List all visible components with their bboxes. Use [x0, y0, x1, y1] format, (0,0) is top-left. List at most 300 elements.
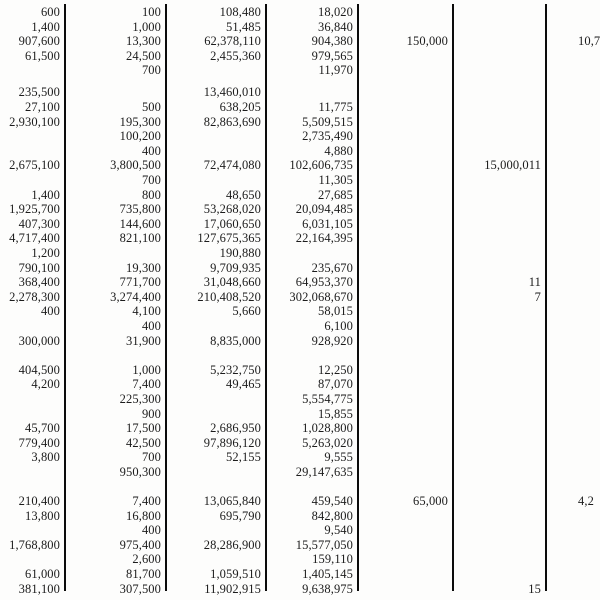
- table-cell: 2,930,100: [9, 114, 60, 129]
- table-cell: 1,768,800: [9, 537, 60, 552]
- table-cell: 102,606,735: [289, 158, 353, 173]
- table-cell: 779,400: [18, 435, 60, 450]
- table-cell: 195,300: [119, 114, 161, 129]
- table-cell: [545, 392, 600, 407]
- table-cell: [0, 407, 64, 422]
- table-cell: [545, 20, 600, 35]
- table-cell: [452, 377, 545, 392]
- table-cell: 150,000: [406, 34, 448, 49]
- table-cell: 700: [141, 450, 161, 465]
- table-cell: 9,540: [324, 523, 353, 538]
- table-cell: 4,717,400: [9, 231, 60, 246]
- table-cell: [545, 129, 600, 144]
- table-row: [0, 552, 600, 567]
- table-row: [0, 231, 600, 246]
- table-cell: [357, 436, 452, 451]
- table-row: [0, 363, 600, 378]
- table-cell: [357, 465, 452, 480]
- table-cell: [0, 129, 64, 144]
- table-cell: 13,460,010: [203, 85, 261, 100]
- table-cell: 381,100: [18, 581, 60, 596]
- table-cell: 8,835,000: [210, 333, 261, 348]
- table-cell: 368,400: [18, 275, 60, 290]
- table-cell: 842,800: [311, 508, 353, 523]
- table-cell: [545, 450, 600, 465]
- table-cell: [64, 85, 165, 100]
- table-cell: 400: [141, 143, 161, 158]
- table-cell: [357, 115, 452, 130]
- table-cell: 87,070: [318, 377, 353, 392]
- table-cell: [452, 144, 545, 159]
- table-row: [0, 34, 600, 49]
- table-row: [0, 188, 600, 203]
- table-cell: 210,408,520: [197, 289, 261, 304]
- table-cell: 307,500: [119, 581, 161, 596]
- table-row: [0, 319, 600, 334]
- table-row: [0, 523, 600, 538]
- table-cell: [357, 407, 452, 422]
- table-cell: [357, 304, 452, 319]
- table-cell: 4,200: [31, 377, 60, 392]
- table-row: [0, 436, 600, 451]
- table-cell: 2,735,490: [302, 129, 353, 144]
- table-cell: [545, 538, 600, 553]
- table-row: [0, 509, 600, 524]
- table-cell: 127,675,365: [197, 231, 261, 246]
- table-cell: 400: [40, 304, 60, 319]
- table-cell: [545, 85, 600, 100]
- table-cell: 61,500: [25, 48, 60, 63]
- table-cell: [452, 363, 545, 378]
- table-cell: [165, 173, 265, 188]
- table-cell: [357, 144, 452, 159]
- table-cell: 800: [141, 187, 161, 202]
- table-cell: [452, 173, 545, 188]
- table-cell: [0, 144, 64, 159]
- table-cell: [0, 319, 64, 334]
- table-cell: 400: [141, 523, 161, 538]
- table-cell: [357, 173, 452, 188]
- table-cell: [357, 567, 452, 582]
- table-cell: [545, 49, 600, 64]
- table-cell: [545, 304, 600, 319]
- table-cell: [452, 202, 545, 217]
- table-cell: [452, 34, 545, 49]
- table-cell: 15: [528, 581, 541, 596]
- table-cell: 81,700: [126, 567, 161, 582]
- table-cell: 459,540: [311, 494, 353, 509]
- table-cell: 2,600: [132, 552, 161, 567]
- table-cell: 1,000: [132, 19, 161, 34]
- table-cell: 58,015: [318, 304, 353, 319]
- table-cell: [357, 20, 452, 35]
- table-cell: [452, 334, 545, 349]
- table-cell: [452, 436, 545, 451]
- table-cell: [452, 421, 545, 436]
- row-spacer: [0, 348, 600, 363]
- table-cell: [0, 523, 64, 538]
- table-cell: [452, 20, 545, 35]
- table-cell: [357, 63, 452, 78]
- table-row: [0, 144, 600, 159]
- table-cell: [545, 377, 600, 392]
- table-cell: [545, 436, 600, 451]
- table-cell: [165, 392, 265, 407]
- table-cell: [357, 85, 452, 100]
- table-cell: [545, 115, 600, 130]
- table-cell: [452, 523, 545, 538]
- table-cell: [452, 392, 545, 407]
- table-row: [0, 261, 600, 276]
- table-row: [0, 85, 600, 100]
- table-cell: 31,048,660: [203, 275, 261, 290]
- table-cell: 108,480: [219, 5, 261, 19]
- table-cell: [357, 319, 452, 334]
- table-cell: [0, 465, 64, 480]
- table-cell: 300,000: [18, 333, 60, 348]
- table-cell: 144,600: [119, 216, 161, 231]
- table-cell: [357, 261, 452, 276]
- table-cell: [545, 100, 600, 115]
- table-row: [0, 465, 600, 480]
- table-cell: 3,274,400: [110, 289, 161, 304]
- table-cell: 45,700: [25, 421, 60, 436]
- table-cell: [452, 217, 545, 232]
- table-cell: 19,300: [126, 260, 161, 275]
- table-row: [0, 450, 600, 465]
- table-cell: [357, 582, 452, 597]
- table-cell: [452, 85, 545, 100]
- table-cell: 53,268,020: [203, 202, 261, 217]
- table-cell: 6,031,105: [302, 216, 353, 231]
- table-cell: [452, 49, 545, 64]
- table-cell: 4,100: [132, 304, 161, 319]
- table-row: [0, 582, 600, 597]
- table-cell: 11,970: [318, 63, 353, 78]
- table-cell: [545, 173, 600, 188]
- table-cell: 22,164,395: [295, 231, 353, 246]
- table-cell: [452, 231, 545, 246]
- table-cell: 2,278,300: [9, 289, 60, 304]
- table-cell: [545, 5, 600, 20]
- table-cell: [357, 334, 452, 349]
- table-cell: 15,855: [318, 406, 353, 421]
- table-cell: [357, 231, 452, 246]
- table-cell: [165, 552, 265, 567]
- table-cell: [265, 246, 357, 261]
- table-cell: 100: [141, 5, 161, 19]
- table-cell: 404,500: [18, 362, 60, 377]
- table-cell: [452, 509, 545, 524]
- numeric-table: [0, 5, 600, 596]
- table-cell: [0, 392, 64, 407]
- table-cell: 9,709,935: [210, 260, 261, 275]
- table-cell: 975,400: [119, 537, 161, 552]
- table-cell: 24,500: [126, 48, 161, 63]
- table-cell: 638,205: [219, 100, 261, 115]
- table-cell: 100,200: [119, 129, 161, 144]
- table-cell: 12,250: [318, 362, 353, 377]
- table-cell: 17,500: [126, 421, 161, 436]
- table-cell: 18,020: [318, 5, 353, 19]
- table-cell: [545, 261, 600, 276]
- table-row: [0, 246, 600, 261]
- table-cell: 771,700: [119, 275, 161, 290]
- table-row: [0, 217, 600, 232]
- table-cell: [357, 275, 452, 290]
- table-cell: [357, 49, 452, 64]
- table-cell: 2,675,100: [9, 158, 60, 173]
- table-cell: 1,028,800: [302, 421, 353, 436]
- table-cell: 13,300: [126, 34, 161, 49]
- table-cell: 72,474,080: [203, 158, 261, 173]
- table-cell: 5,232,750: [210, 362, 261, 377]
- table-cell: 3,800: [31, 450, 60, 465]
- table-cell: 500: [141, 100, 161, 115]
- table-cell: 11,902,915: [204, 581, 261, 596]
- table-cell: 210,400: [18, 494, 60, 509]
- table-row: [0, 173, 600, 188]
- table-cell: 97,896,120: [203, 435, 261, 450]
- table-row: [0, 20, 600, 35]
- table-cell: [357, 246, 452, 261]
- table-cell: [452, 246, 545, 261]
- table-cell: [545, 363, 600, 378]
- table-cell: 10,7: [578, 34, 600, 49]
- table-cell: 42,500: [126, 435, 161, 450]
- table-cell: 7,400: [132, 494, 161, 509]
- table-cell: [452, 494, 545, 509]
- table-row: [0, 49, 600, 64]
- table-cell: [545, 523, 600, 538]
- table-cell: [545, 275, 600, 290]
- table-cell: 790,100: [18, 260, 60, 275]
- table-cell: [545, 63, 600, 78]
- table-row: [0, 158, 600, 173]
- table-cell: 7,400: [132, 377, 161, 392]
- table-row: [0, 304, 600, 319]
- table-cell: [357, 421, 452, 436]
- table-cell: 11,775: [318, 100, 353, 115]
- table-cell: [452, 63, 545, 78]
- table-cell: [357, 129, 452, 144]
- table-row: [0, 377, 600, 392]
- table-cell: [545, 465, 600, 480]
- table-cell: [545, 509, 600, 524]
- table-cell: 235,670: [311, 260, 353, 275]
- table-cell: [452, 552, 545, 567]
- table-cell: [545, 421, 600, 436]
- table-cell: 928,920: [311, 333, 353, 348]
- table-cell: 904,380: [311, 34, 353, 49]
- table-cell: 13,065,840: [203, 494, 261, 509]
- table-cell: [545, 319, 600, 334]
- table-cell: [545, 567, 600, 582]
- table-cell: [165, 319, 265, 334]
- table-row: [0, 275, 600, 290]
- table-row: [0, 5, 600, 20]
- table-cell: [452, 450, 545, 465]
- table-cell: 821,100: [119, 231, 161, 246]
- table-cell: [357, 217, 452, 232]
- table-cell: [357, 523, 452, 538]
- table-cell: 1,200: [31, 246, 60, 260]
- table-cell: [357, 100, 452, 115]
- table-cell: [64, 246, 165, 261]
- table-cell: [452, 129, 545, 144]
- table-cell: 7: [534, 289, 541, 304]
- table-cell: 20,094,485: [295, 202, 353, 217]
- table-cell: [357, 509, 452, 524]
- table-row: [0, 100, 600, 115]
- table-cell: 950,300: [119, 464, 161, 479]
- table-cell: [0, 173, 64, 188]
- table-cell: 28,286,900: [203, 537, 261, 552]
- table-cell: 190,880: [219, 246, 261, 260]
- table-cell: 5,509,515: [302, 114, 353, 129]
- table-cell: 82,863,690: [203, 114, 261, 129]
- table-cell: 700: [141, 173, 161, 188]
- table-cell: [452, 188, 545, 203]
- table-cell: [165, 523, 265, 538]
- table-cell: [545, 158, 600, 173]
- table-cell: 159,110: [312, 552, 353, 567]
- table-cell: 700: [141, 63, 161, 78]
- table-row: [0, 494, 600, 509]
- table-cell: 9,638,975: [302, 581, 353, 596]
- table-cell: [452, 100, 545, 115]
- table-cell: 735,800: [119, 202, 161, 217]
- table-cell: [452, 261, 545, 276]
- table-cell: [452, 465, 545, 480]
- table-cell: [545, 246, 600, 261]
- table-cell: [545, 552, 600, 567]
- table-cell: [452, 5, 545, 20]
- table-cell: 9,555: [324, 450, 353, 465]
- table-cell: 61,000: [25, 567, 60, 582]
- table-cell: [357, 377, 452, 392]
- table-cell: [165, 407, 265, 422]
- table-cell: [545, 582, 600, 597]
- table-row: [0, 115, 600, 130]
- table-cell: 49,465: [226, 377, 261, 392]
- table-cell: [545, 217, 600, 232]
- table-cell: [545, 144, 600, 159]
- table-cell: 695,790: [219, 508, 261, 523]
- table-cell: 15,577,050: [295, 537, 353, 552]
- table-cell: [357, 5, 452, 20]
- table-cell: [452, 567, 545, 582]
- table-cell: 225,300: [119, 391, 161, 406]
- table-cell: 1,925,700: [9, 202, 60, 217]
- table-cell: 407,300: [18, 216, 60, 231]
- table-cell: 5,660: [232, 304, 261, 319]
- table-cell: 979,565: [311, 48, 353, 63]
- table-cell: [545, 188, 600, 203]
- table-cell: 1,400: [31, 19, 60, 34]
- table-cell: 1,405,145: [302, 567, 353, 582]
- table-cell: 29,147,635: [295, 464, 353, 479]
- table-row: [0, 290, 600, 305]
- table-cell: 11: [528, 275, 541, 290]
- table-cell: [165, 144, 265, 159]
- table-cell: 5,554,775: [302, 391, 353, 406]
- table-cell: 51,485: [226, 19, 261, 34]
- table-row: [0, 538, 600, 553]
- row-spacer: [0, 480, 600, 495]
- table-cell: [357, 363, 452, 378]
- table-row: [0, 334, 600, 349]
- table-cell: 48,650: [226, 187, 261, 202]
- table-cell: 17,060,650: [203, 216, 261, 231]
- table-cell: 64,953,370: [295, 275, 353, 290]
- table-cell: [165, 63, 265, 78]
- table-cell: [452, 115, 545, 130]
- table-cell: [357, 450, 452, 465]
- table-cell: [357, 552, 452, 567]
- table-cell: [545, 290, 600, 305]
- table-cell: 1,400: [31, 187, 60, 202]
- table-cell: [545, 231, 600, 246]
- table-cell: [165, 465, 265, 480]
- table-cell: 36,840: [318, 19, 353, 34]
- table-cell: 907,600: [18, 34, 60, 49]
- table-cell: 302,068,670: [289, 289, 353, 304]
- table-cell: 2,455,360: [210, 48, 261, 63]
- table-cell: [357, 158, 452, 173]
- table-cell: 65,000: [413, 494, 448, 509]
- table-cell: [545, 334, 600, 349]
- table-cell: [357, 202, 452, 217]
- table-cell: 4,880: [324, 143, 353, 158]
- table-cell: 16,800: [126, 508, 161, 523]
- table-row: [0, 63, 600, 78]
- table-cell: [265, 85, 357, 100]
- table-row: [0, 421, 600, 436]
- table-cell: 52,155: [226, 450, 261, 465]
- table-cell: 1,059,510: [210, 567, 261, 582]
- table-cell: [357, 290, 452, 305]
- table-row: [0, 129, 600, 144]
- table-cell: [357, 392, 452, 407]
- table-cell: [357, 188, 452, 203]
- table-cell: 31,900: [126, 333, 161, 348]
- table-cell: 235,500: [18, 85, 60, 100]
- table-cell: [452, 319, 545, 334]
- table-cell: 4,2: [578, 494, 594, 509]
- table-cell: 15,000,011: [484, 158, 541, 173]
- table-cell: 3,800,500: [110, 158, 161, 173]
- table-cell: [545, 407, 600, 422]
- table-cell: 1,000: [132, 362, 161, 377]
- table-row: [0, 202, 600, 217]
- table-cell: 27,685: [318, 187, 353, 202]
- table-cell: [165, 129, 265, 144]
- table-row: [0, 567, 600, 582]
- table-cell: 2,686,950: [210, 421, 261, 436]
- table-cell: 62,378,110: [204, 34, 261, 49]
- table-cell: [0, 552, 64, 567]
- table-cell: 900: [141, 406, 161, 421]
- table-cell: [0, 63, 64, 78]
- table-row: [0, 407, 600, 422]
- table-cell: [452, 304, 545, 319]
- table-cell: 600: [40, 5, 60, 19]
- table-cell: [452, 407, 545, 422]
- table-cell: 6,100: [324, 318, 353, 333]
- table-cell: 13,800: [25, 508, 60, 523]
- table-cell: 5,263,020: [302, 435, 353, 450]
